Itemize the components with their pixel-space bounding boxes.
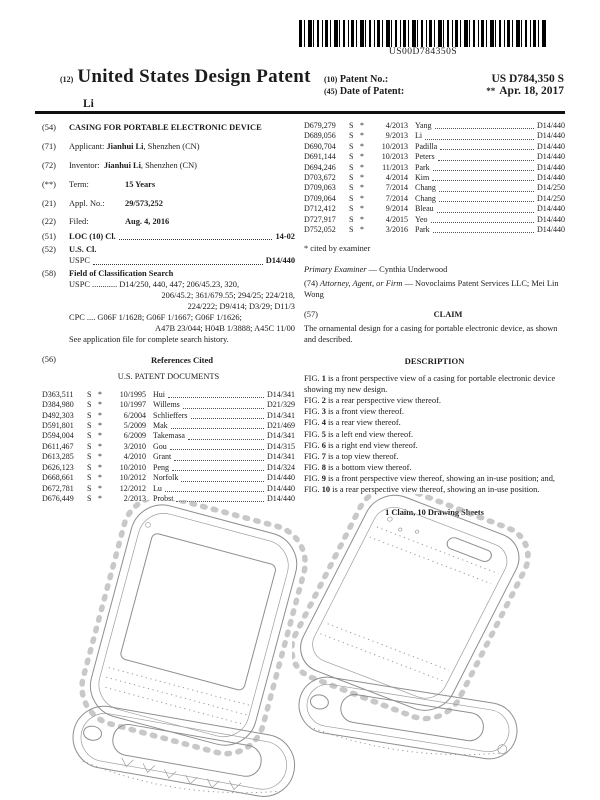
reference-row: D672,781 S * 12/2012 Lu D14/440 xyxy=(42,483,295,493)
description-heading: DESCRIPTION xyxy=(404,355,465,366)
figure-description-line: FIG. 6 is a right end view thereof. xyxy=(304,440,418,450)
reference-row: D594,004 S * 6/2009 Takemasa D14/341 xyxy=(42,431,295,441)
reference-row: D668,661 S * 10/2012 Norfolk D14/440 xyxy=(42,473,295,483)
field-52-us-cl: (52) U.S. Cl. USPC D14/440 xyxy=(42,245,295,266)
references-table-right xyxy=(304,121,565,235)
reference-row: D752,052 S * 3/2016 Park D14/440 xyxy=(304,225,565,235)
patent-date-label: (45) Date of Patent: xyxy=(324,86,405,97)
term-stars: ** xyxy=(486,86,496,96)
patent-date: ** Apr. 18, 2017 xyxy=(486,85,564,97)
dot-leader xyxy=(93,264,263,265)
left-column xyxy=(42,123,295,504)
reference-row: D611,467 S * 3/2010 Gou D14/315 xyxy=(42,441,295,451)
patent-number: US D784,350 S xyxy=(491,73,564,85)
reference-row: D492,303 S * 6/2004 Schlieffers D14/341 xyxy=(42,410,295,420)
reference-row: D712,412 S * 9/2014 Bleau D14/440 xyxy=(304,204,565,214)
reference-row: D694,246 S * 11/2013 Park D14/440 xyxy=(304,162,565,172)
reference-row: D591,801 S * 5/2009 Mak D21/469 xyxy=(42,421,295,431)
reference-row: D676,449 S * 2/2013 Probst D14/440 xyxy=(42,493,295,503)
reference-row: D384,980 S * 10/1997 Willems D21/329 xyxy=(42,400,295,410)
reference-row: D689,056 S * 9/2013 Li D14/440 xyxy=(304,131,565,141)
field-72-inventor: (72) Inventor: Jianhui Li, Shenzhen (CN) xyxy=(42,160,197,170)
claim-text: The ornamental design for a casing for portable electronic device, as shown and described. xyxy=(304,324,558,344)
figure-drawing-rear-perspective xyxy=(292,494,537,764)
field-56-references: (56) References Cited xyxy=(42,355,295,366)
figure-description-line: FIG. 7 is a top view thereof. xyxy=(304,451,399,461)
field-58-search: (58) Field of Classification Search USPC ............ D14/250, 440, 447; 206/45.23, 320, 206/45.2; 361/679.55; 294/25; 224/218, 224/222; D9/414; D3/29; D11/3 CPC .... G06F 1/1628; G06F 1/1667; G06F 1/1626; A47B 23/044; H04B 1/3888; A45C 11/00 See application file for complete search history. xyxy=(42,269,295,344)
inventor-surname: Li xyxy=(83,98,94,110)
us-patent-documents-heading: U.S. PATENT DOCUMENTS xyxy=(117,371,220,381)
claims-sheets-line: 1 Claim, 10 Drawing Sheets xyxy=(385,508,484,518)
barcode-block xyxy=(296,20,550,57)
field-22-filed: (22) Filed: Aug. 4, 2016 xyxy=(42,216,170,226)
field-21-appl-no: (21) Appl. No.: 29/573,252 xyxy=(42,198,163,208)
cited-by-examiner-note: * cited by examiner xyxy=(304,244,371,254)
claim-heading: CLAIM xyxy=(433,310,463,320)
reference-row: D690,704 S * 10/2013 Padilla D14/440 xyxy=(304,141,565,151)
claim-heading-row: (57) CLAIM xyxy=(304,310,565,321)
figure-descriptions xyxy=(304,373,565,495)
barcode xyxy=(299,20,547,47)
header-rule xyxy=(35,111,565,114)
figure-description-line: FIG. 2 is a rear perspective view thereof. xyxy=(304,396,441,406)
reference-row: D626,123 S * 10/2010 Peng D14/324 xyxy=(42,462,295,472)
field-71-applicant: (71) Applicant: Jianhui Li, Shenzhen (CN) xyxy=(42,141,200,151)
right-column xyxy=(304,119,565,519)
figure-description-line: FIG. 4 is a rear view thereof. xyxy=(304,418,401,428)
reference-row: D709,063 S * 7/2014 Chang D14/250 xyxy=(304,183,565,193)
reference-row: D679,279 S * 4/2013 Yang D14/440 xyxy=(304,121,565,130)
references-table-left xyxy=(42,390,295,504)
page-title: United States Design Patent xyxy=(77,66,311,87)
field-54-title: (54) CASING FOR PORTABLE ELECTRONIC DEVICE xyxy=(42,123,295,134)
reference-row: D363,511 S * 10/1995 Hui D14/341 xyxy=(42,389,295,399)
primary-examiner-line: Primary Examiner — Cynthia Underwood xyxy=(304,265,448,275)
figure-description-line: FIG. 5 is a left end view thereof. xyxy=(304,429,414,439)
header xyxy=(36,66,564,110)
figure-description-line: FIG. 9 is a front perspective view thereof, showing an in-use position; and, xyxy=(304,473,555,483)
reference-row: D613,285 S * 4/2010 Grant D14/341 xyxy=(42,452,295,462)
kind-code: (12) xyxy=(60,75,74,84)
barcode-text: US00D784350S xyxy=(388,47,458,57)
figure-description-line: FIG. 10 is a rear perspective view thereof, showing an in-use position. xyxy=(304,485,540,495)
reference-row: D709,064 S * 7/2014 Chang D14/250 xyxy=(304,193,565,203)
dot-leader xyxy=(119,239,273,240)
attorney-line: (74) Attorney, Agent, or Firm — Novoclaims Patent Services LLC; Mei Lin Wong xyxy=(304,279,559,300)
document-title-line xyxy=(36,66,311,88)
figure-description-line: FIG. 1 is a front perspective view of a casing for portable electronic device showing my new design. xyxy=(304,374,556,395)
references-cited-heading: References Cited xyxy=(150,354,214,365)
reference-row: D703,672 S * 4/2014 Kim D14/440 xyxy=(304,173,565,183)
figure-drawing-front-perspective xyxy=(70,500,315,800)
figure-description-line: FIG. 8 is a bottom view thereof. xyxy=(304,462,412,472)
invention-title: CASING FOR PORTABLE ELECTRONIC DEVICE xyxy=(69,123,262,132)
figure-description-line: FIG. 3 is a front view thereof. xyxy=(304,407,405,417)
patent-number-block xyxy=(324,73,564,97)
reference-row: D691,144 S * 10/2013 Peters D14/440 xyxy=(304,152,565,162)
field-term: (**) Term: 15 Years xyxy=(42,179,156,189)
reference-row: D727,917 S * 4/2015 Yeo D14/440 xyxy=(304,214,565,224)
field-51-loc: (51) LOC (10) Cl. 14-02 xyxy=(42,231,295,241)
patent-number-label: (10) Patent No.: xyxy=(324,74,389,85)
